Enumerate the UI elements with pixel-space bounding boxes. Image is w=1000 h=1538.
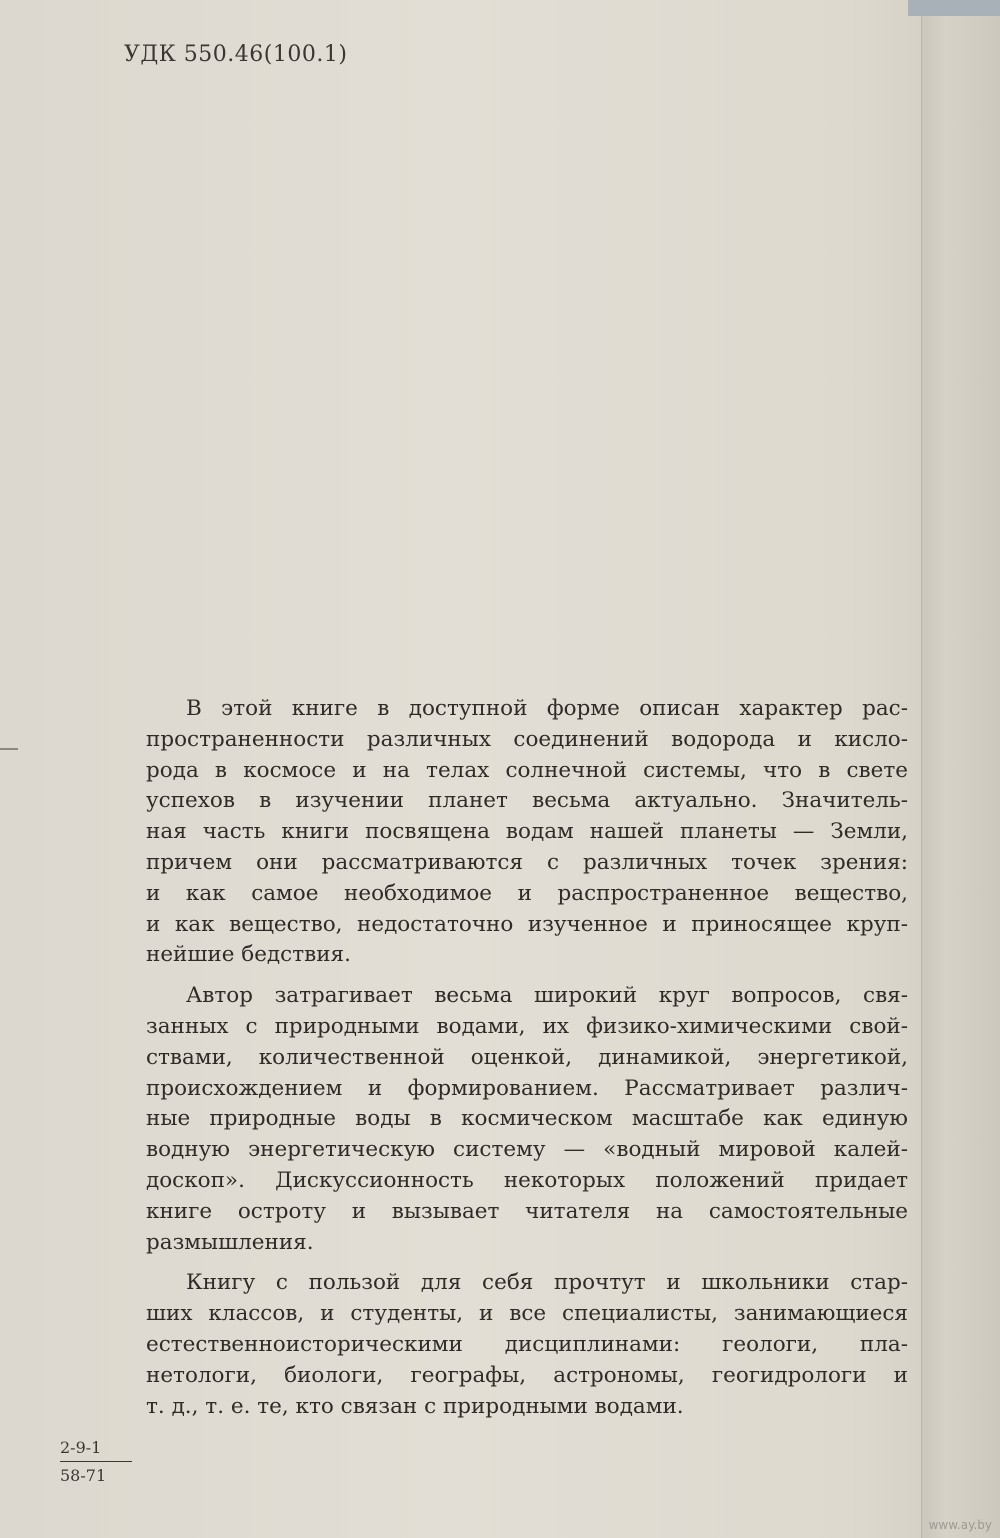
edge-tab	[908, 0, 1000, 16]
text-line: В этой книге в доступной форме описан характер рас-	[186, 696, 908, 721]
text-line: размышления.	[146, 1229, 314, 1255]
text-line: Книгу с пользой для себя прочтут и школьники стар-	[186, 1270, 908, 1296]
text-line: рода в космосе и на телах солнечной системы, что в свете	[146, 757, 908, 783]
watermark: www.ay.by	[928, 1518, 992, 1532]
text-line: и как вещество, недостаточно изученное и приносящее круп-	[146, 911, 908, 937]
text-line: естественноисторическими дисциплинами: геологи, пла-	[146, 1331, 908, 1357]
text-line: Автор затрагивает весьма широкий круг вопросов, свя-	[186, 983, 908, 1009]
text-line: и как самое необходимое и распространенное вещество,	[146, 880, 908, 906]
text-line: пространенности различных соединений водорода и кисло-	[146, 726, 908, 752]
udk-code: УДК 550.46(100.1)	[124, 42, 348, 67]
text-line: т. д., т. е. те, кто связан с природными водами.	[146, 1393, 684, 1419]
text-line: ная часть книги посвящена водам нашей планеты — Земли,	[146, 819, 908, 845]
annotation-paragraph-3	[146, 1268, 908, 1422]
bbk-code-denominator: 58-71	[60, 1466, 107, 1485]
text-line: происхождением и формированием. Рассматривает различ-	[146, 1075, 908, 1101]
bbk-code-numerator: 2-9-1	[60, 1436, 132, 1462]
text-line: успехов в изучении планет весьма актуально. Значитель-	[146, 788, 908, 814]
text-line: нейшие бедствия.	[146, 942, 351, 968]
text-line: доскоп». Дискуссионность некоторых положений придает	[146, 1167, 908, 1193]
text-line: занных с природными водами, их физико-химическими свой-	[146, 1013, 908, 1039]
text-line: ших классов, и студенты, и все специалисты, занимающиеся	[146, 1301, 908, 1327]
text-line: нетологи, биологи, географы, астрономы, геогидрологи и	[146, 1362, 908, 1388]
text-line: водную энергетическую систему — «водный мировой калей-	[146, 1137, 908, 1163]
text-line: книге остроту и вызывает читателя на самостоятельные	[146, 1198, 908, 1224]
text-line: ные природные воды в космическом масштабе как единую	[146, 1106, 908, 1132]
next-page-edge	[921, 0, 1000, 1538]
annotation-paragraph-1	[146, 694, 908, 971]
margin-mark	[0, 748, 18, 750]
annotation-paragraph-2	[146, 981, 908, 1258]
text-line: ствами, количественной оценкой, динамикой, энергетикой,	[146, 1044, 908, 1070]
annotation-text	[146, 694, 908, 1432]
bbk-code	[60, 1436, 132, 1488]
text-line: причем они рассматриваются с различных точек зрения:	[146, 849, 908, 875]
